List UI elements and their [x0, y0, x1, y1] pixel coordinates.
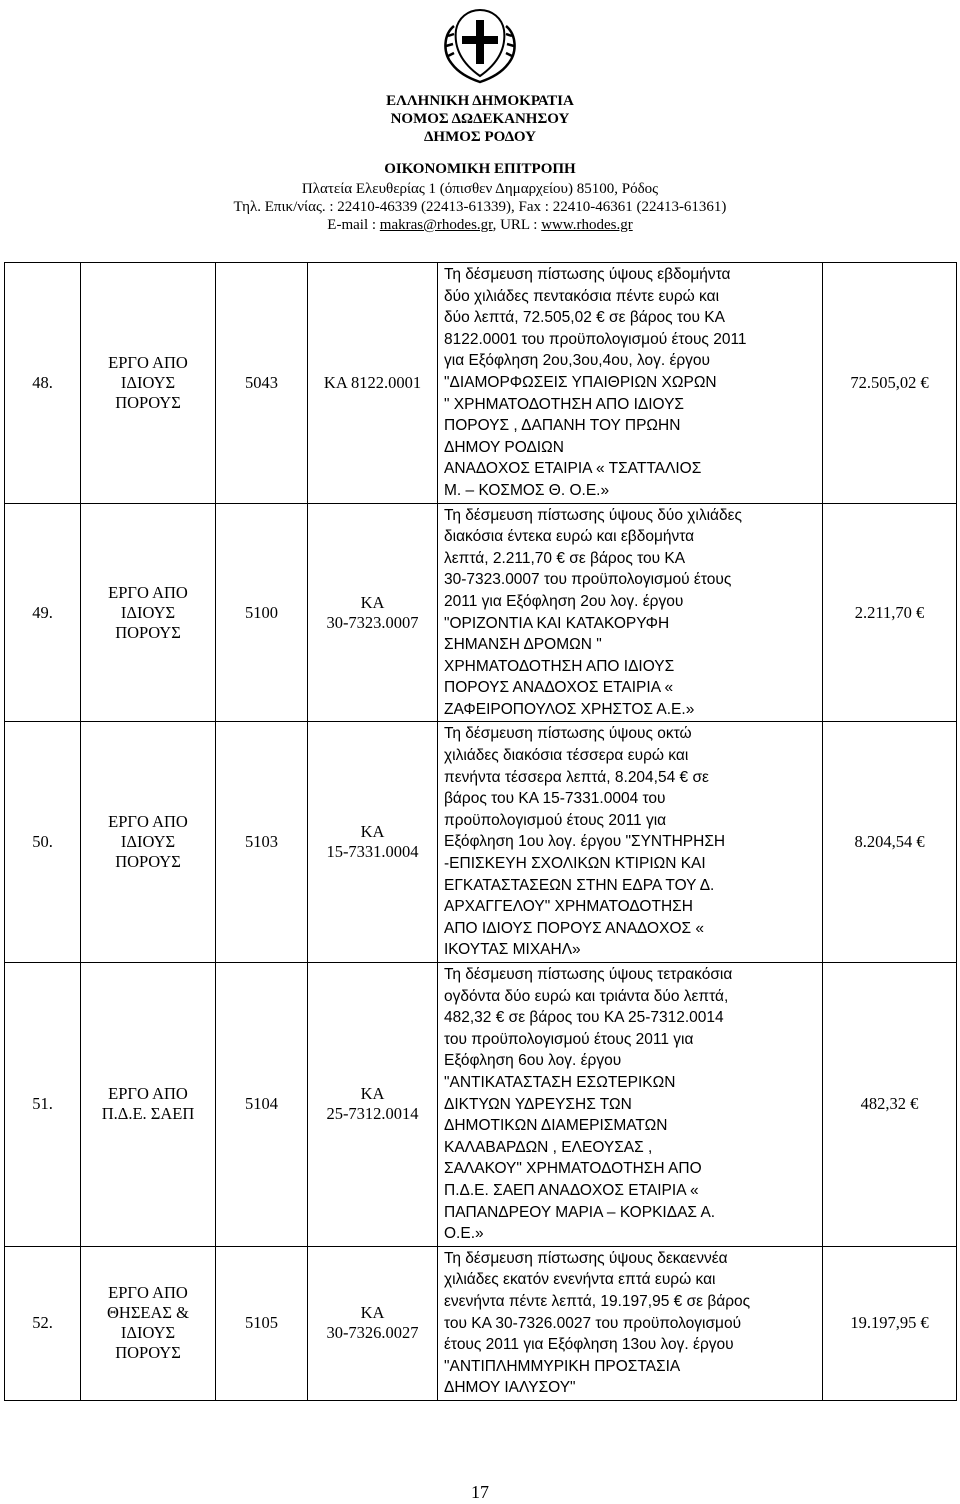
description-line: ΕΓΚΑΤΑΣΤΑΣΕΩΝ ΣΤΗΝ ΕΔΡΑ ΤΟΥ Δ.	[444, 876, 715, 894]
funding-source-cell	[81, 1246, 216, 1400]
header-line-address: Πλατεία Ελευθερίας 1 (όπισθεν Δημαρχείου) 85100, Ρόδος	[301, 181, 659, 197]
item-number-line: 48.	[32, 372, 53, 392]
url-prefix: , URL :	[492, 217, 542, 233]
funding-source-line: ΘΗΣΕΑΣ &	[107, 1303, 189, 1323]
budget-code-cell	[308, 963, 438, 1247]
website-link[interactable]: www.rhodes.gr	[541, 217, 633, 233]
amount-cell	[823, 503, 957, 722]
funding-source-line: ΠΟΡΟΥΣ	[115, 392, 181, 412]
entry-code-cell	[216, 963, 308, 1247]
table-row	[5, 722, 957, 963]
description-line: ΑΝΑΔΟΧΟΣ ΕΤΑΙΡΙΑ « ΤΣΑΤΤΑΛΙΟΣ	[444, 460, 702, 478]
amount-line: 72.505,02 €	[850, 372, 929, 392]
amount-cell	[823, 263, 957, 504]
email-prefix: E-mail :	[327, 217, 380, 233]
description-line: ενενήντα πέντε λεπτά, 19.197,95 € σε βάρος	[444, 1292, 751, 1310]
description-line: λεπτά, 2.211,70 € σε βάρος του ΚΑ	[444, 549, 686, 567]
description-line: ογδόντα δύο ευρώ και τριάντα δύο λεπτά,	[444, 987, 729, 1005]
header-line-republic: ΕΛΛΗΝΙΚΗ ΔΗΜΟΚΡΑΤΙΑ	[386, 93, 574, 109]
header-line-contact	[0, 216, 960, 234]
amount-cell	[823, 1246, 957, 1400]
item-number-line: 50.	[32, 832, 53, 852]
amount-line: 2.211,70 €	[854, 602, 925, 622]
budget-code-cell	[308, 503, 438, 722]
funding-source-line: ΙΔΙΟΥΣ	[120, 832, 176, 852]
description-line: ΠΑΠΑΝΔΡΕΟΥ ΜΑΡΙΑ – ΚΟΡΚΙΔΑΣ Α.	[444, 1203, 716, 1221]
description-line: 8122.0001 του προϋπολογισμού έτους 2011	[444, 330, 747, 348]
description-line: 482,32 € σε βάρος του ΚΑ 25-7312.0014	[444, 1009, 724, 1027]
description-line: ΠΟΡΟΥΣ , ΔΑΠΑΝΗ ΤΟΥ ΠΡΩΗΝ	[444, 417, 681, 435]
description-line: Τη δέσμευση πίστωσης ύψους οκτώ	[444, 725, 692, 743]
description-line: ΔΗΜΟΥ ΡΟΔΙΩΝ	[444, 438, 564, 456]
funding-source-line: ΙΔΙΟΥΣ	[120, 602, 176, 622]
description-line: Τη δέσμευση πίστωσης ύψους δεκαεννέα	[444, 1249, 728, 1267]
budget-code-line: ΚΑ	[360, 822, 385, 842]
description-line: δύο χιλιάδες πεντακόσια πέντε ευρώ και	[444, 287, 720, 305]
description-line: ΑΠΟ ΙΔΙΟΥΣ ΠΟΡΟΥΣ ΑΝΑΔΟΧΟΣ «	[444, 919, 705, 937]
description-line: 30-7323.0007 του προϋπολογισμού έτους	[444, 571, 732, 589]
item-number-cell	[5, 963, 81, 1247]
entry-code-line: 5100	[245, 602, 278, 622]
entry-code-cell	[216, 722, 308, 963]
description-line: για Εξόφληση 2ου,3ου,4ου, λογ. έργου	[444, 352, 711, 370]
budget-code-line: 30-7323.0007	[326, 612, 419, 632]
budget-code-line: ΚΑ	[360, 1303, 385, 1323]
funding-source-cell	[81, 503, 216, 722]
greek-coat-of-arms-icon	[440, 6, 520, 84]
header-line-phone: Τηλ. Επικ/νίας. : 22410-46339 (22413-61339), Fax : 22410-46361 (22413-61361)	[233, 199, 727, 215]
funding-source-line: ΙΔΙΟΥΣ	[120, 372, 176, 392]
description-line: χιλιάδες διακόσια τέσσερα ευρώ και	[444, 747, 689, 765]
description-line: Εξόφληση 6ου λογ. έργου	[444, 1052, 622, 1070]
budget-code-cell	[308, 1246, 438, 1400]
budget-code-cell	[308, 722, 438, 963]
budget-code-line: 25-7312.0014	[326, 1104, 419, 1124]
description-line: δύο λεπτά, 72.505,02 € σε βάρος του ΚΑ	[444, 309, 725, 327]
table-row	[5, 963, 957, 1247]
table-row	[5, 263, 957, 504]
decisions-table	[4, 262, 957, 1401]
item-number-cell	[5, 722, 81, 963]
entry-code-cell	[216, 1246, 308, 1400]
description-line: διακόσια έντεκα ευρώ και εβδομήντα	[444, 528, 695, 546]
description-line: ΔΗΜΟΤΙΚΩΝ ΔΙΑΜΕΡΙΣΜΑΤΩΝ	[444, 1117, 668, 1135]
funding-source-line: ΕΡΓΟ ΑΠΟ	[108, 582, 188, 602]
funding-source-line: ΙΔΙΟΥΣ	[120, 1323, 176, 1343]
description-line: "ΟΡΙΖΟΝΤΙΑ ΚΑΙ ΚΑΤΑΚΟΡΥΦΗ	[444, 614, 670, 632]
description-line: ΚΑΛΑΒΑΡΔΩΝ , ΕΛΕΟΥΣΑΣ ,	[444, 1138, 653, 1156]
description-line: έτους 2011 για Εξόφληση 13ου λογ. έργου	[444, 1336, 734, 1354]
item-number-cell	[5, 1246, 81, 1400]
entry-code-line: 5043	[245, 372, 278, 392]
funding-source-cell	[81, 963, 216, 1247]
description-line: 2011 για Εξόφληση 2ου λογ. έργου	[444, 592, 684, 610]
funding-source-line: ΕΡΓΟ ΑΠΟ	[108, 1084, 188, 1104]
entry-code-cell	[216, 503, 308, 722]
description-line: "ΔΙΑΜΟΡΦΩΣΕΙΣ ΥΠΑΙΘΡΙΩΝ ΧΩΡΩΝ	[444, 373, 717, 391]
description-line: "ΑΝΤΙΚΑΤΑΣΤΑΣΗ ΕΣΩΤΕΡΙΚΩΝ	[444, 1073, 676, 1091]
funding-source-line: ΠΟΡΟΥΣ	[115, 622, 181, 642]
amount-line: 19.197,95 €	[850, 1313, 929, 1333]
description-line: χιλιάδες εκατόν ενενήντα επτά ευρώ και	[444, 1271, 716, 1289]
description-line: -ΕΠΙΣΚΕΥΗ ΣΧΟΛΙΚΩΝ ΚΤΙΡΙΩΝ ΚΑΙ	[444, 855, 706, 873]
description-line: ΑΡΧΑΓΓΕΛΟΥ" ΧΡΗΜΑΤΟΔΟΤΗΣΗ	[444, 898, 693, 916]
description-line: πενήντα τέσσερα λεπτά, 8.204,54 € σε	[444, 768, 709, 786]
description-line: βάρος του ΚΑ 15-7331.0004 του	[444, 790, 666, 808]
email-link[interactable]: makras@rhodes.gr	[379, 217, 493, 233]
budget-code-line: ΚΑ	[360, 592, 385, 612]
budget-code-line: 30-7326.0027	[326, 1323, 419, 1343]
entry-code-cell	[216, 263, 308, 504]
budget-code-line: ΚΑ	[360, 1084, 385, 1104]
header-line-municipality: ΔΗΜΟΣ ΡΟΔΟΥ	[424, 129, 536, 145]
description-cell	[438, 963, 823, 1247]
description-line: Τη δέσμευση πίστωσης ύψους τετρακόσια	[444, 966, 733, 983]
table-row	[5, 1246, 957, 1400]
description-line: ΧΡΗΜΑΤΟΔΟΤΗΣΗ ΑΠΟ ΙΔΙΟΥΣ	[444, 657, 675, 675]
description-line: ΔΗΜΟΥ ΙΑΛΥΣΟΥ"	[444, 1379, 576, 1397]
item-number-cell	[5, 503, 81, 722]
description-line: ΙΚΟΥΤΑΣ ΜΙΧΑΗΛ»	[444, 941, 581, 959]
description-line: " ΧΡΗΜΑΤΟΔΟΤΗΣΗ ΑΠΟ ΙΔΙΟΥΣ	[444, 395, 685, 413]
description-line: του προϋπολογισμού έτους 2011 για	[444, 1030, 694, 1048]
description-line: ΣΑΛΑΚΟΥ" ΧΡΗΜΑΤΟΔΟΤΗΣΗ ΑΠΟ	[444, 1160, 702, 1178]
description-cell	[438, 263, 823, 504]
entry-code-line: 5105	[245, 1313, 278, 1333]
description-line: ΔΙΚΤΥΩΝ ΥΔΡΕΥΣΗΣ ΤΩΝ	[444, 1095, 632, 1113]
entry-code-line: 5104	[245, 1094, 278, 1114]
funding-source-line: ΠΟΡΟΥΣ	[115, 1343, 181, 1363]
description-line: ΖΑΦΕΙΡΟΠΟΥΛΟΣ ΧΡΗΣΤΟΣ Α.Ε.»	[444, 700, 695, 718]
description-line: Τη δέσμευση πίστωσης ύψους εβδομήντα	[444, 266, 731, 283]
header-line-committee: ΟΙΚΟΝΟΜΙΚΗ ΕΠΙΤΡΟΠΗ	[384, 161, 576, 177]
description-line: Εξόφληση 1ου λογ. έργου "ΣΥΝΤΗΡΗΣΗ	[444, 833, 726, 851]
funding-source-line: Π.Δ.Ε. ΣΑΕΠ	[101, 1104, 195, 1124]
page-number: 17	[471, 1482, 489, 1502]
description-line: Μ. – ΚΟΣΜΟΣ Θ. Ο.Ε.»	[444, 481, 610, 499]
description-cell	[438, 1246, 823, 1400]
budget-code-line: ΚΑ 8122.0001	[323, 372, 422, 392]
description-line: ΣΗΜΑΝΣΗ ΔΡΟΜΩΝ "	[444, 636, 602, 654]
item-number-line: 52.	[32, 1313, 53, 1333]
item-number-cell	[5, 263, 81, 504]
item-number-line: 49.	[32, 602, 53, 622]
amount-cell	[823, 722, 957, 963]
description-line: ΠΟΡΟΥΣ ΑΝΑΔΟΧΟΣ ΕΤΑΙΡΙΑ «	[444, 679, 674, 697]
description-line: του ΚΑ 30-7326.0027 του προϋπολογισμού	[444, 1314, 742, 1332]
funding-source-cell	[81, 263, 216, 504]
description-line: Τη δέσμευση πίστωσης ύψους δύο χιλιάδες	[444, 506, 743, 524]
description-cell	[438, 503, 823, 722]
description-line: "ΑΝΤΙΠΛΗΜΜΥΡΙΚΗ ΠΡΟΣΤΑΣΙΑ	[444, 1357, 681, 1375]
funding-source-line: ΕΡΓΟ ΑΠΟ	[108, 352, 188, 372]
funding-source-line: ΕΡΓΟ ΑΠΟ	[108, 1283, 188, 1303]
funding-source-line: ΕΡΓΟ ΑΠΟ	[108, 812, 188, 832]
entry-code-line: 5103	[245, 832, 278, 852]
funding-source-line: ΠΟΡΟΥΣ	[115, 852, 181, 872]
amount-cell	[823, 963, 957, 1247]
item-number-line: 51.	[32, 1094, 53, 1114]
amount-line: 482,32 €	[860, 1094, 919, 1114]
description-line: προϋπολογισμού έτους 2011 για	[444, 811, 667, 829]
budget-code-cell	[308, 263, 438, 504]
budget-code-line: 15-7331.0004	[326, 842, 419, 862]
description-line: Π.Δ.Ε. ΣΑΕΠ ΑΝΑΔΟΧΟΣ ΕΤΑΙΡΙΑ «	[444, 1181, 699, 1199]
description-line: Ο.Ε.»	[444, 1225, 484, 1243]
funding-source-cell	[81, 722, 216, 963]
description-cell	[438, 722, 823, 963]
table-row	[5, 503, 957, 722]
amount-line: 8.204,54 €	[854, 832, 925, 852]
header-line-prefecture: ΝΟΜΟΣ ΔΩΔΕΚΑΝΗΣΟΥ	[390, 111, 570, 127]
